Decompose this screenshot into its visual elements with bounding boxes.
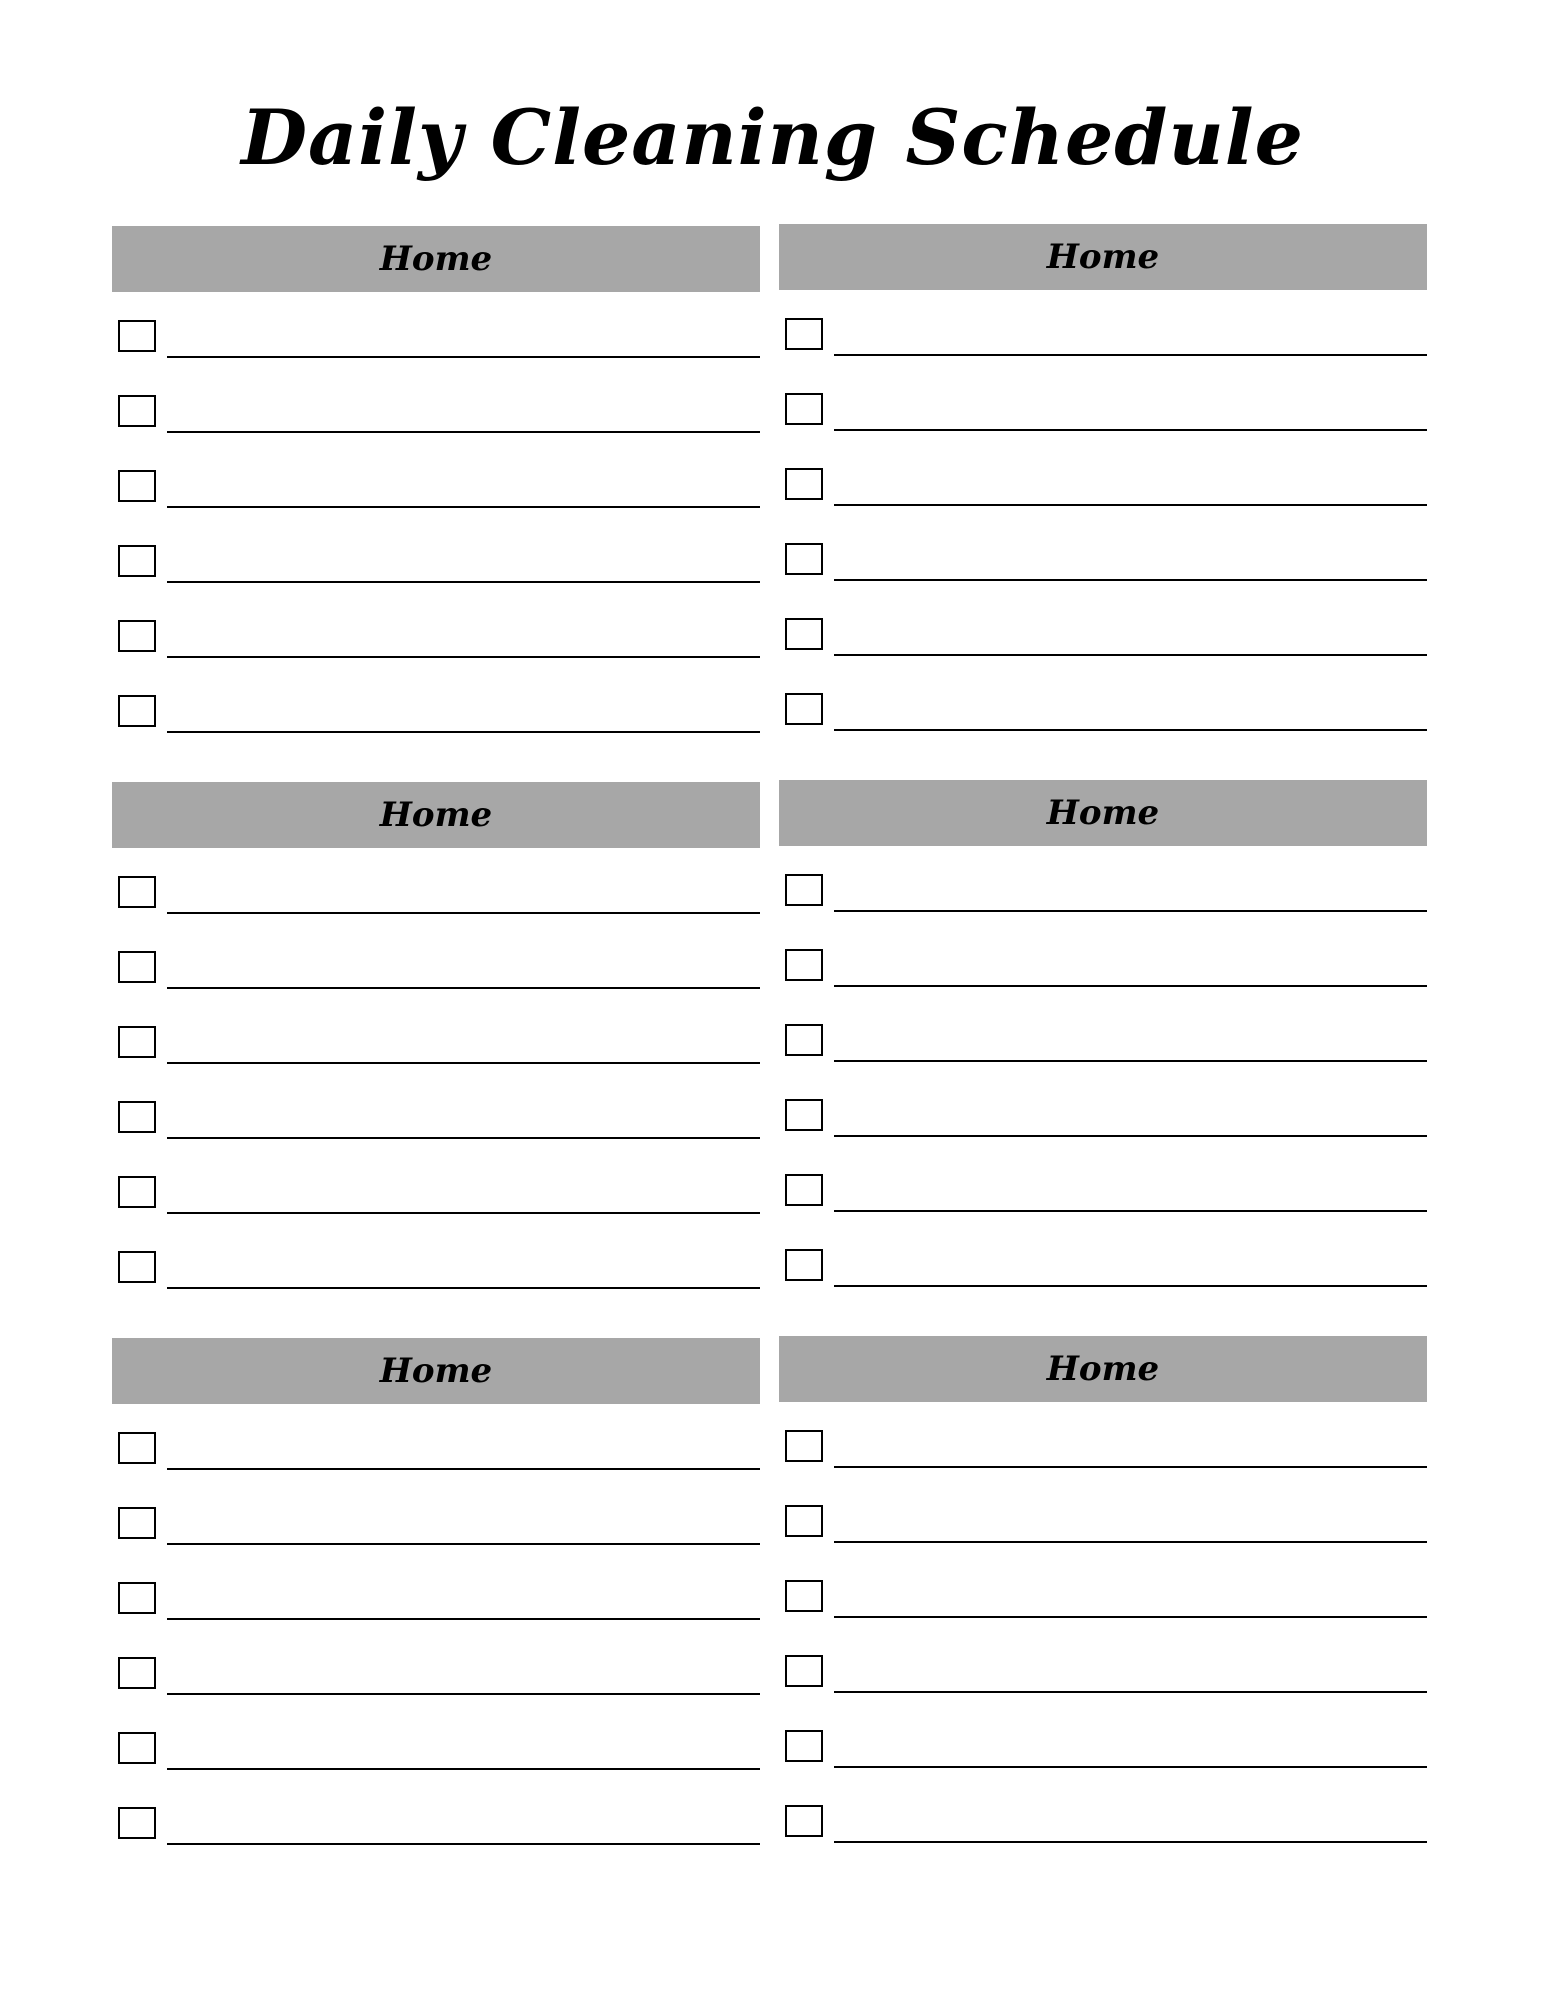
section-header-label: Home [1046, 1349, 1160, 1389]
task-row [112, 620, 760, 660]
section-header [112, 1338, 760, 1404]
task-checkbox[interactable] [118, 1507, 156, 1539]
task-write-line[interactable] [834, 1616, 1427, 1618]
task-row [779, 693, 1427, 733]
task-row [779, 1430, 1427, 1470]
task-write-line[interactable] [834, 1135, 1427, 1137]
task-row [779, 1655, 1427, 1695]
task-write-line[interactable] [834, 579, 1427, 581]
task-row [112, 545, 760, 585]
task-row [112, 951, 760, 991]
task-row [779, 949, 1427, 989]
task-checkbox[interactable] [118, 1807, 156, 1839]
section-header-label: Home [1046, 237, 1160, 277]
task-row [112, 1101, 760, 1141]
task-write-line[interactable] [834, 504, 1427, 506]
task-checkbox[interactable] [785, 318, 823, 350]
task-checkbox[interactable] [785, 1099, 823, 1131]
task-checkbox[interactable] [118, 1732, 156, 1764]
task-row [112, 1807, 760, 1847]
task-write-line[interactable] [167, 731, 760, 733]
task-row [779, 1099, 1427, 1139]
task-row [112, 320, 760, 360]
task-checkbox[interactable] [785, 543, 823, 575]
task-checkbox[interactable] [785, 693, 823, 725]
section-header [112, 782, 760, 848]
task-row [112, 695, 760, 735]
task-write-line[interactable] [834, 1285, 1427, 1287]
task-row [112, 470, 760, 510]
task-checkbox[interactable] [118, 395, 156, 427]
task-row [779, 393, 1427, 433]
task-write-line[interactable] [834, 729, 1427, 731]
task-row [112, 1507, 760, 1547]
section-home-4 [779, 780, 1427, 846]
task-write-line[interactable] [167, 356, 760, 358]
task-checkbox[interactable] [118, 1101, 156, 1133]
section-home-6 [779, 1336, 1427, 1402]
task-write-line[interactable] [834, 1766, 1427, 1768]
task-write-line[interactable] [834, 1210, 1427, 1212]
task-row [112, 1582, 760, 1622]
task-checkbox[interactable] [118, 545, 156, 577]
task-checkbox[interactable] [785, 468, 823, 500]
task-write-line[interactable] [834, 354, 1427, 356]
task-write-line[interactable] [167, 1468, 760, 1470]
section-home-2 [779, 224, 1427, 290]
task-row [112, 395, 760, 435]
task-row [779, 1505, 1427, 1545]
section-header-label: Home [1046, 793, 1160, 833]
task-checkbox[interactable] [118, 1176, 156, 1208]
task-write-line[interactable] [167, 1843, 760, 1845]
task-write-line[interactable] [167, 912, 760, 914]
section-header [112, 226, 760, 292]
task-write-line[interactable] [167, 656, 760, 658]
task-write-line[interactable] [167, 1618, 760, 1620]
section-header-label: Home [379, 1351, 493, 1391]
task-checkbox[interactable] [118, 695, 156, 727]
task-checkbox[interactable] [118, 1251, 156, 1283]
task-write-line[interactable] [834, 654, 1427, 656]
task-row [779, 1730, 1427, 1770]
task-checkbox[interactable] [118, 951, 156, 983]
task-write-line[interactable] [167, 1137, 760, 1139]
task-checkbox[interactable] [118, 1657, 156, 1689]
task-write-line[interactable] [167, 1287, 760, 1289]
task-checkbox[interactable] [118, 470, 156, 502]
task-checkbox[interactable] [785, 618, 823, 650]
task-write-line[interactable] [834, 429, 1427, 431]
task-checkbox[interactable] [118, 1582, 156, 1614]
section-home-5 [112, 1338, 760, 1404]
task-write-line[interactable] [167, 1062, 760, 1064]
task-row [112, 1657, 760, 1697]
task-row [779, 1249, 1427, 1289]
task-write-line[interactable] [834, 1466, 1427, 1468]
task-write-line[interactable] [834, 910, 1427, 912]
task-row [779, 1174, 1427, 1214]
task-row [779, 1580, 1427, 1620]
task-checkbox[interactable] [118, 620, 156, 652]
task-write-line[interactable] [167, 1693, 760, 1695]
task-checkbox[interactable] [785, 1174, 823, 1206]
task-checkbox[interactable] [785, 1730, 823, 1762]
task-row [779, 468, 1427, 508]
task-row [779, 318, 1427, 358]
task-checkbox[interactable] [785, 1805, 823, 1837]
task-checkbox[interactable] [785, 874, 823, 906]
task-checkbox[interactable] [785, 949, 823, 981]
section-home-3 [112, 782, 760, 848]
task-checkbox[interactable] [785, 1249, 823, 1281]
task-checkbox[interactable] [118, 1432, 156, 1464]
task-row [112, 1432, 760, 1472]
task-checkbox[interactable] [785, 1024, 823, 1056]
task-checkbox[interactable] [785, 1655, 823, 1687]
section-header-label: Home [379, 795, 493, 835]
task-write-line[interactable] [834, 1841, 1427, 1843]
task-write-line[interactable] [834, 1691, 1427, 1693]
task-write-line[interactable] [167, 581, 760, 583]
page-title: Daily Cleaning Schedule [241, 93, 1304, 182]
task-row [779, 543, 1427, 583]
task-row [779, 1024, 1427, 1064]
task-write-line[interactable] [834, 985, 1427, 987]
task-write-line[interactable] [167, 1543, 760, 1545]
task-row [112, 1176, 760, 1216]
section-header [779, 780, 1427, 846]
task-row [779, 1805, 1427, 1845]
task-write-line[interactable] [167, 1212, 760, 1214]
section-header [779, 224, 1427, 290]
task-row [779, 618, 1427, 658]
task-checkbox[interactable] [785, 1430, 823, 1462]
task-write-line[interactable] [834, 1541, 1427, 1543]
task-write-line[interactable] [167, 1768, 760, 1770]
task-write-line[interactable] [167, 506, 760, 508]
section-header-label: Home [379, 239, 493, 279]
task-row [112, 876, 760, 916]
task-write-line[interactable] [167, 431, 760, 433]
task-checkbox[interactable] [118, 876, 156, 908]
task-checkbox[interactable] [118, 320, 156, 352]
task-write-line[interactable] [834, 1060, 1427, 1062]
task-row [112, 1732, 760, 1772]
task-checkbox[interactable] [785, 393, 823, 425]
section-header [779, 1336, 1427, 1402]
section-home-1 [112, 226, 760, 292]
task-row [112, 1251, 760, 1291]
task-checkbox[interactable] [785, 1580, 823, 1612]
task-checkbox[interactable] [785, 1505, 823, 1537]
task-checkbox[interactable] [118, 1026, 156, 1058]
task-write-line[interactable] [167, 987, 760, 989]
task-row [112, 1026, 760, 1066]
task-row [779, 874, 1427, 914]
